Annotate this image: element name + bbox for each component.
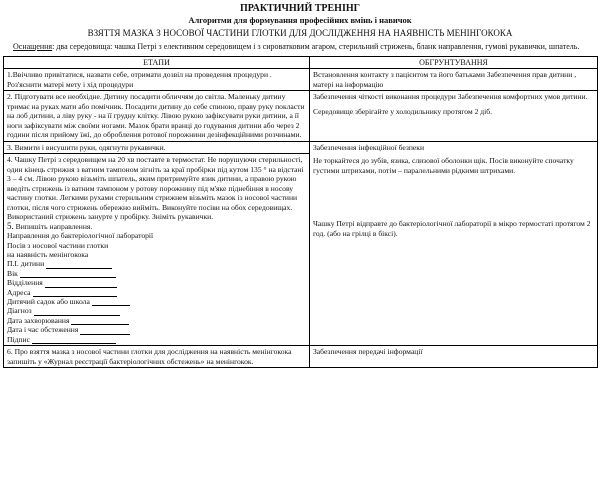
form-field-line <box>20 270 116 278</box>
form-line-2: Посів з носової частини глотки <box>7 240 109 250</box>
form-field-age: Вік <box>7 269 306 278</box>
table-row <box>4 346 598 368</box>
reason-1-text: Встановлення контакту з пацієнтом та його батьками Забезпечення прав дитини , матері на інформацію <box>313 70 577 89</box>
form-field-line <box>45 280 117 288</box>
reason-cell <box>310 69 598 91</box>
equipment-label: Оснащення <box>13 42 53 51</box>
form-field-exam-date: Дата і час обстеження <box>7 325 306 334</box>
form-field-child-name: П.І. дитини <box>7 260 306 269</box>
table-row <box>4 141 598 346</box>
reasons-column-header: ОБГРУНТУВАННЯ <box>310 57 598 69</box>
stage-cell <box>4 141 310 346</box>
form-line-3: на наявність менінгокока <box>7 250 89 259</box>
reason-cell <box>310 91 598 142</box>
stage-5-line <box>7 222 306 232</box>
stage-5-text: Випишіть направлення. <box>13 221 93 231</box>
procedure-heading: ВЗЯТТЯ МАЗКА З НОСОВОЇ ЧАСТИНИ ГЛОТКИ ДЛЯ ДОСЛІДЖЕННЯ НА НАЯВНІСТЬ МЕНІНГОКОКА <box>87 28 513 38</box>
stage-4-text: 4. Чашку Петрі з середовищем на 20 хв поставте в термостат. Не порушуючи стерильності, один кінець стрижня з ватним тампоном зігніть за краї пробірки під кутом 135 ° на відстані 3 – 4 см. Лівою рукою візьміть шпатель, яким притримуйте язик дитини, а правою рукою введіть стрижень із ватним тампоном у ротову порожнину під м'яке піднебіння в носову частину глотки. Легкими рухами стерильним стрижнем візьміть мазок із носової частини глотки, після чого стрижень обережно вийміть. Виконуйте посіви на обох середовищах. Використаний стрижень занурте у пробірку. Зніміть рукавички. <box>7 155 304 221</box>
equipment-text: : два середовища: чашка Петрі з елективним середовищем і з сироватковим агаром, стерильний стрижень, бланк направлення, гумові рукавички, шпатель. <box>52 42 580 51</box>
form-field-line <box>33 289 117 297</box>
form-field-address: Адреса <box>7 288 306 297</box>
form-field-line <box>92 298 130 306</box>
stage-2-text: 2. Підготувати все необхідне. Дитину посадити обличчям до світла. Маленьку дитину тримає на руках мати або помічник. Посадити дитину до себе спиною, праву руку покласти на лоб дитини, а ліву руку - на її грудну клітку. Лівою рукою зафіксувати руки дитини, а її ноги зафіксувати між своїми ногами. Мазок брати вранці до годування дитини або через 2 години після прийому їжі, до оброблення ротової порожнини дезінфекційними розчинами. <box>7 92 305 139</box>
reason-6-text: Забезпечення передачі інформації <box>313 347 423 357</box>
document-subtitle: Алгоритми для формування професійних вмінь і навичок <box>188 15 412 25</box>
stage-1-text: 1.Ввічливо привітатися, назвати себе, отримати дозвіл на проведення процедури . Роз'яснити матері мету і хід процедури <box>7 70 272 89</box>
form-field-line <box>71 317 129 325</box>
reason-cell <box>310 346 598 368</box>
stage-6-text: 6. Про взяття мазка з носової частини глотки для дослідження на наявність менінгокока запишіть у «Журнал реєстрації бактеріологічних обстежень» на менінгокок. <box>7 347 292 366</box>
stage-5-number: 5. <box>7 220 14 231</box>
table-row <box>4 69 598 91</box>
procedure-table <box>3 56 598 368</box>
form-field-school: Дитячий садок або школа <box>7 297 306 306</box>
stages-column-header: ЕТАПИ <box>4 57 310 69</box>
stage-cell <box>4 91 310 142</box>
table-row <box>4 91 598 142</box>
form-title: Направлення до бактеріологічної лабораторії <box>7 231 154 240</box>
stage-4-block <box>4 153 309 345</box>
form-field-line <box>80 327 130 335</box>
reason-cell <box>310 141 598 346</box>
reason-2b-text: Середовище зберігайте у холодильнику протягом 2 діб. <box>313 106 493 116</box>
equipment-paragraph <box>3 42 597 52</box>
stage-cell <box>4 346 310 368</box>
form-field-diagnosis: Діагноз <box>7 306 306 315</box>
form-field-line <box>32 336 116 344</box>
reason-3-text: Забезпечення інфекційної безпеки <box>313 142 425 152</box>
table-header-row <box>4 57 598 69</box>
form-field-line <box>46 261 112 269</box>
form-field-illness-date: Дата захворювання <box>7 316 306 325</box>
document-title: ПРАКТИЧНИЙ ТРЕНІНГ <box>240 3 360 14</box>
reason-4-text: Не торкайтеся до зубів, язика, слизової оболонки щік. Посів виконуйте спочатку густими штрихами, потім – паралельними рідкими штрихами. <box>313 156 574 175</box>
stage-cell <box>4 69 310 91</box>
reason-2a-text: Забезпечення чіткості виконання процедури Забезпечення комфортних умов дитини. <box>313 92 588 101</box>
stage-3-text: 3. Вимити і висушити руки, одягнути рукавички. <box>7 142 166 152</box>
form-field-signature: Підпис <box>7 335 306 344</box>
form-field-department: Відділення <box>7 278 306 287</box>
reason-5-text: Чашку Петрі відправте до бактеріологічної лабораторії в мікро термостаті протягом 2 год. (або на грілці в біксі). <box>313 219 591 238</box>
form-field-line <box>34 308 120 316</box>
